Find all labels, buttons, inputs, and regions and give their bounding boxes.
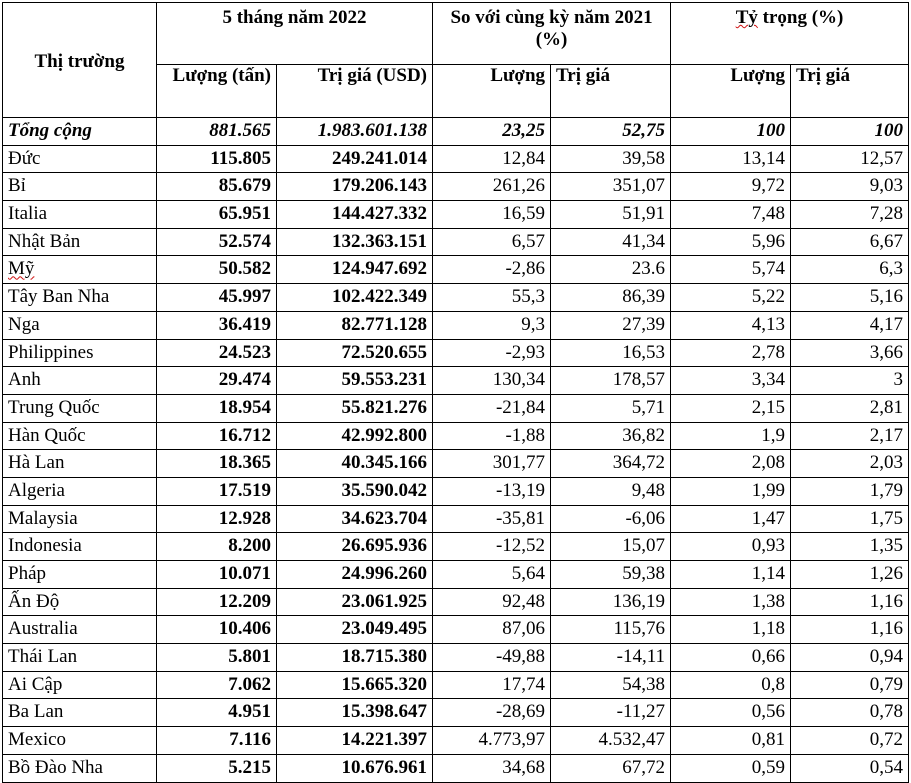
cell-market-name: Bỉ: [3, 173, 157, 201]
cell-value-share: 0,79: [791, 671, 909, 699]
cell-value-change: 39,58: [551, 145, 671, 173]
cell-qty-change: -35,81: [433, 505, 551, 533]
cell-value: 10.676.961: [277, 754, 433, 782]
table-row: [3, 699, 909, 727]
cell-qty: 85.679: [157, 173, 277, 201]
cell-value-share: 0,72: [791, 727, 909, 755]
header-value-usd: Trị giá (USD): [277, 65, 433, 118]
market-export-table: [2, 2, 909, 783]
header-qty-change: Lượng: [433, 65, 551, 118]
cell-qty-change: -2,93: [433, 339, 551, 367]
cell-value-share: 0,78: [791, 699, 909, 727]
cell-qty-change: 34,68: [433, 754, 551, 782]
cell-qty: 7.116: [157, 727, 277, 755]
table-row: [3, 671, 909, 699]
cell-qty-change: 130,34: [433, 367, 551, 395]
cell-value: 249.241.014: [277, 145, 433, 173]
table-row: [3, 394, 909, 422]
cell-value-share: 12,57: [791, 145, 909, 173]
total-row: [3, 118, 909, 146]
cell-qty: 115.805: [157, 145, 277, 173]
header-value-share: Trị giá: [791, 65, 909, 118]
cell-qty-change: 301,77: [433, 450, 551, 478]
cell-market-name: Hàn Quốc: [3, 422, 157, 450]
cell-value: 15.398.647: [277, 699, 433, 727]
cell-qty-change: -13,19: [433, 477, 551, 505]
cell-value-share: 6,3: [791, 256, 909, 284]
cell-value-change: 136,19: [551, 588, 671, 616]
cell-value-change: 9,48: [551, 477, 671, 505]
cell-value-share: 2,81: [791, 394, 909, 422]
cell-qty-share: 13,14: [671, 145, 791, 173]
total-value-share: 100: [791, 118, 909, 146]
table-row: [3, 173, 909, 201]
cell-qty: 10.071: [157, 561, 277, 589]
total-value: 1.983.601.138: [277, 118, 433, 146]
cell-qty: 45.997: [157, 284, 277, 312]
header-share-suffix: trọng (%): [757, 7, 844, 28]
cell-value: 15.665.320: [277, 671, 433, 699]
cell-qty-share: 3,34: [671, 367, 791, 395]
cell-value: 124.947.692: [277, 256, 433, 284]
cell-qty-change: 17,74: [433, 671, 551, 699]
cell-value-share: 1,75: [791, 505, 909, 533]
cell-qty: 17.519: [157, 477, 277, 505]
cell-qty-share: 0,59: [671, 754, 791, 782]
header-qty-tons: Lượng (tấn): [157, 65, 277, 118]
cell-value-change: 36,82: [551, 422, 671, 450]
cell-market-name: Ai Cập: [3, 671, 157, 699]
cell-qty-share: 4,13: [671, 311, 791, 339]
cell-value: 102.422.349: [277, 284, 433, 312]
table-row: [3, 367, 909, 395]
cell-qty: 50.582: [157, 256, 277, 284]
cell-qty-share: 1,14: [671, 561, 791, 589]
cell-market-name: Hà Lan: [3, 450, 157, 478]
cell-qty-share: 0,81: [671, 727, 791, 755]
cell-value-change: 51,91: [551, 201, 671, 229]
cell-value-share: 9,03: [791, 173, 909, 201]
table-row: [3, 201, 909, 229]
cell-qty-change: -49,88: [433, 644, 551, 672]
cell-value-change: 54,38: [551, 671, 671, 699]
cell-value-share: 3,66: [791, 339, 909, 367]
cell-value: 34.623.704: [277, 505, 433, 533]
cell-market-name: Indonesia: [3, 533, 157, 561]
cell-value-change: 16,53: [551, 339, 671, 367]
cell-value: 18.715.380: [277, 644, 433, 672]
cell-qty-change: 261,26: [433, 173, 551, 201]
cell-value-share: 1,79: [791, 477, 909, 505]
header-share: [671, 3, 909, 65]
cell-value: 144.427.332: [277, 201, 433, 229]
cell-value: 42.992.800: [277, 422, 433, 450]
cell-qty: 65.951: [157, 201, 277, 229]
cell-value-change: 15,07: [551, 533, 671, 561]
cell-value-share: 5,16: [791, 284, 909, 312]
cell-qty-change: 16,59: [433, 201, 551, 229]
cell-value: 179.206.143: [277, 173, 433, 201]
table-row: [3, 450, 909, 478]
table-row: [3, 727, 909, 755]
cell-value-share: 2,03: [791, 450, 909, 478]
cell-qty: 24.523: [157, 339, 277, 367]
cell-market-name: Tây Ban Nha: [3, 284, 157, 312]
table-row: [3, 311, 909, 339]
cell-value-change: 351,07: [551, 173, 671, 201]
cell-qty-change: 92,48: [433, 588, 551, 616]
cell-value: 26.695.936: [277, 533, 433, 561]
cell-qty-change: 87,06: [433, 616, 551, 644]
cell-qty: 5.215: [157, 754, 277, 782]
cell-qty-change: 55,3: [433, 284, 551, 312]
cell-market-name: Australia: [3, 616, 157, 644]
header-compare: So với cùng kỳ năm 2021 (%): [433, 3, 671, 65]
cell-qty-share: 0,66: [671, 644, 791, 672]
cell-market-name: Philippines: [3, 339, 157, 367]
total-label: Tổng cộng: [3, 118, 157, 146]
cell-value-change: 178,57: [551, 367, 671, 395]
cell-value-change: 67,72: [551, 754, 671, 782]
cell-value-change: -14,11: [551, 644, 671, 672]
cell-value: 132.363.151: [277, 228, 433, 256]
cell-qty-change: 6,57: [433, 228, 551, 256]
cell-qty-share: 0,93: [671, 533, 791, 561]
cell-qty-change: -1,88: [433, 422, 551, 450]
cell-qty-change: 4.773,97: [433, 727, 551, 755]
cell-market-name: Ấn Độ: [3, 588, 157, 616]
cell-qty-share: 1,18: [671, 616, 791, 644]
cell-value: 35.590.042: [277, 477, 433, 505]
header-share-prefix: Tỷ: [735, 7, 758, 28]
cell-market-name: Italia: [3, 201, 157, 229]
table-row: [3, 533, 909, 561]
cell-qty: 36.419: [157, 311, 277, 339]
cell-value-share: 1,16: [791, 616, 909, 644]
cell-qty-share: 0,8: [671, 671, 791, 699]
cell-value: 23.049.495: [277, 616, 433, 644]
cell-market-name: Thái Lan: [3, 644, 157, 672]
cell-value-share: 4,17: [791, 311, 909, 339]
cell-value-change: 5,71: [551, 394, 671, 422]
cell-qty-change: -28,69: [433, 699, 551, 727]
cell-value-share: 0,94: [791, 644, 909, 672]
table-row: [3, 561, 909, 589]
cell-qty-share: 2,78: [671, 339, 791, 367]
header-market: Thị trường: [3, 3, 157, 118]
cell-value: 82.771.128: [277, 311, 433, 339]
total-qty-change: 23,25: [433, 118, 551, 146]
cell-qty: 18.954: [157, 394, 277, 422]
cell-value: 40.345.166: [277, 450, 433, 478]
cell-value: 55.821.276: [277, 394, 433, 422]
cell-qty-share: 5,22: [671, 284, 791, 312]
cell-market-name: Malaysia: [3, 505, 157, 533]
cell-value-change: 41,34: [551, 228, 671, 256]
cell-qty: 12.209: [157, 588, 277, 616]
cell-market-name: Nhật Bản: [3, 228, 157, 256]
cell-qty: 18.365: [157, 450, 277, 478]
table-row: [3, 477, 909, 505]
cell-market-name: Nga: [3, 311, 157, 339]
cell-qty-share: 5,74: [671, 256, 791, 284]
cell-qty-share: 7,48: [671, 201, 791, 229]
cell-qty-change: -21,84: [433, 394, 551, 422]
table-row: [3, 145, 909, 173]
cell-qty-share: 1,99: [671, 477, 791, 505]
cell-qty-share: 1,47: [671, 505, 791, 533]
cell-value-change: 27,39: [551, 311, 671, 339]
cell-value: 14.221.397: [277, 727, 433, 755]
cell-market-name: Mexico: [3, 727, 157, 755]
cell-value-change: -11,27: [551, 699, 671, 727]
cell-qty: 5.801: [157, 644, 277, 672]
cell-qty: 29.474: [157, 367, 277, 395]
table-row: [3, 644, 909, 672]
table-row: [3, 505, 909, 533]
cell-market-name: Đức: [3, 145, 157, 173]
table-row: [3, 754, 909, 782]
cell-qty-change: -12,52: [433, 533, 551, 561]
cell-market-name: Bồ Đào Nha: [3, 754, 157, 782]
cell-value-change: 86,39: [551, 284, 671, 312]
header-value-change: Trị giá: [551, 65, 671, 118]
cell-qty: 4.951: [157, 699, 277, 727]
cell-qty: 7.062: [157, 671, 277, 699]
cell-market-name: Algeria: [3, 477, 157, 505]
table-row: [3, 228, 909, 256]
cell-qty-share: 0,56: [671, 699, 791, 727]
cell-qty-change: 9,3: [433, 311, 551, 339]
cell-value-share: 6,67: [791, 228, 909, 256]
cell-qty-change: 12,84: [433, 145, 551, 173]
cell-value-share: 1,35: [791, 533, 909, 561]
cell-qty-share: 9,72: [671, 173, 791, 201]
cell-market-name: Pháp: [3, 561, 157, 589]
table-row: [3, 588, 909, 616]
cell-qty-change: -2,86: [433, 256, 551, 284]
cell-value-share: 1,16: [791, 588, 909, 616]
total-qty-share: 100: [671, 118, 791, 146]
cell-value: 72.520.655: [277, 339, 433, 367]
total-value-change: 52,75: [551, 118, 671, 146]
table-row: [3, 339, 909, 367]
cell-qty: 10.406: [157, 616, 277, 644]
cell-value-change: -6,06: [551, 505, 671, 533]
cell-qty-share: 5,96: [671, 228, 791, 256]
cell-market-name: Mỹ: [3, 256, 157, 284]
cell-market-name: Anh: [3, 367, 157, 395]
cell-qty: 16.712: [157, 422, 277, 450]
cell-value-change: 364,72: [551, 450, 671, 478]
table-row: [3, 256, 909, 284]
cell-value-share: 0,54: [791, 754, 909, 782]
cell-qty-change: 5,64: [433, 561, 551, 589]
cell-value-change: 23.6: [551, 256, 671, 284]
table-row: [3, 616, 909, 644]
cell-qty-share: 2,08: [671, 450, 791, 478]
cell-qty: 52.574: [157, 228, 277, 256]
cell-qty-share: 2,15: [671, 394, 791, 422]
total-qty: 881.565: [157, 118, 277, 146]
cell-value-share: 7,28: [791, 201, 909, 229]
cell-value: 23.061.925: [277, 588, 433, 616]
cell-value-share: 3: [791, 367, 909, 395]
cell-qty-share: 1,9: [671, 422, 791, 450]
cell-value-change: 115,76: [551, 616, 671, 644]
cell-qty: 8.200: [157, 533, 277, 561]
cell-value-share: 2,17: [791, 422, 909, 450]
cell-value-change: 59,38: [551, 561, 671, 589]
table-row: [3, 422, 909, 450]
cell-market-name: Ba Lan: [3, 699, 157, 727]
cell-value-share: 1,26: [791, 561, 909, 589]
cell-qty: 12.928: [157, 505, 277, 533]
cell-market-name: Trung Quốc: [3, 394, 157, 422]
header-period: 5 tháng năm 2022: [157, 3, 433, 65]
cell-qty-share: 1,38: [671, 588, 791, 616]
cell-value-change: 4.532,47: [551, 727, 671, 755]
header-qty-share: Lượng: [671, 65, 791, 118]
cell-value: 24.996.260: [277, 561, 433, 589]
cell-value: 59.553.231: [277, 367, 433, 395]
table-row: [3, 284, 909, 312]
